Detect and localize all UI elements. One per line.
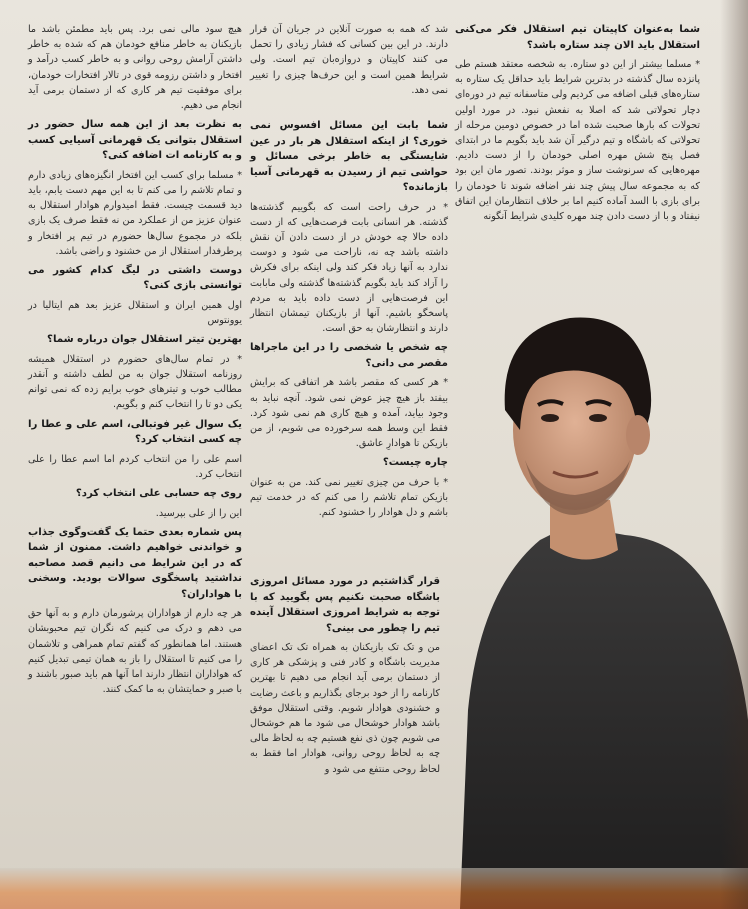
interview-answer: * در حرف راحت است که بگوییم گذشته‌ها گذشته. هر انسانی بابت فرصت‌هایی که از دست داده حالا چه خودش در از دست دادن آن نقش داشته باشد چه نه، ناراحت می شود و دوست ندارد به آنها زیاد فکر کند ولی اینکه برای فکرش را آزاد کند باید بگویم گذشته‌ها گذشته ولی مابابت این فرصت‌هایی از دست داده باید به مردم پاسخگو باشیم. آنها از بازیکنان تیمشان انتظار دارند و انتظارشان به حق است. <box>250 201 448 335</box>
interview-answer: هر چه دارم از هواداران پرشورمان دارم و به آنها حق می دهم و درک می کنیم که نگران تیم محبوبشان هستند. اما همانطور که گفتم تمام همراهی و تلاشمان را می کنیم تا استقلال را باز به همان تیمی تبدیل کنیم که هواداران انتظار دارند اما آنها هم باید صبور باشند و با صبر و حمایتشان به ما کمک کنند. <box>28 608 242 696</box>
interview-answer: شد که همه به صورت آنلاین در جریان آن قرار دارند. در این بین کسانی که فشار زیادی را تحمل می کنند کاپیتان و دروازه‌بان تیم است. ولی شرایط همین است و این حرف‌ها چیزی را تغییر نمی دهد. <box>250 24 448 96</box>
interview-question: دوست داشتی در لیگ کدام کشور می توانستی بازی کنی؟ <box>28 264 242 292</box>
interview-answer: من و تک تک بازیکنان به همراه تک تک اعضای مدیریت باشگاه و کادر فنی و پزشکی هر کاری از دستمان برمی آید انجام می دهیم تا بهترین کارنامه را از خود برجای بگذاریم و باعث رضایت و خشنودی هوادار شویم. وقتی استقلال موفق باشد هوادار خوشحال می شود ما هم خوشحال می شویم چون ذی نفع هستیم چه به لحاظ مالی چه به لحاظ روحی روانی، هوادار اما فقط به لحاظ روحی منتفع می شود و <box>250 642 440 775</box>
article-column-left <box>28 22 242 701</box>
interview-answer: اسم علی را من انتخاب کردم اما اسم عطا را علی انتخاب کرد. <box>28 453 242 480</box>
interview-answer: * مسلما بیشتر از این دو ستاره. به شخصه معتقد هستم طی پانزده سال گذشته در بدترین شرایط باید حداقل یک ستاره به ستاره‌های قبلی اضافه می کردیم ولی متاسفانه تیم در دوره‌ای دچار تحولاتی شد که اصلا به نفعش نبود. در مورد اولین تحولات که بارها صحبت شده اما در خصوص دومین مرحله از تحولاتی که باشگاه و تیم درگیر آن شد باید بگویم ما در ابتدای فصل پنج شش مهره اصلی خودمان را از دست دادیم. مهره‌هایی که سرنوشت ساز و موثر بودند. تصور مان این بود که به مجموعه سال پیش چند نفر اضافه شوند تا خودمان را برای بازی با السد آماده کنیم اما بر خلاف انتظارمان این اتفاق نیفتاد و با از دست دادن چند مهره کلیدی شرایط آنگونه <box>455 59 700 223</box>
interview-question: بهترین تیتر استقلال جوان درباره شما؟ <box>47 334 242 346</box>
article-column-middle <box>250 118 448 524</box>
interview-question: روی چه حسابی علی انتخاب کرد؟ <box>75 488 242 500</box>
article-column-middle-lower <box>250 574 440 781</box>
interview-question: یک سوال غیر فوتبالی، اسم علی و عطا را چه کسی انتخاب کرد؟ <box>28 418 242 446</box>
interview-answer: * با حرف من چیزی تغییر نمی کند. من به عنوان بازیکن تمام تلاشم را می کنم که در خدمت تیم باشم و دل هوادار را خشنود کنم. <box>250 476 448 519</box>
interview-question: شما بابت این مسائل افسوس نمی خوری؟ از اینکه استقلال هر بار در عین شایستگی به خاطر برخی مسائل و حواشی تیم از رسیدن به قهرمانی آسیا بازمانده؟ <box>250 120 448 193</box>
interview-question: پس شماره بعدی حتما یک گفت‌وگوی جذاب و خواندنی خواهیم داشت. ممنون از شما که در این شرایط می دانیم قصد مصاحبه نداشتید پاسخگوی سوالات بودید. وسخنی با هواداران؟ <box>28 526 242 600</box>
interview-question: چاره چیست؟ <box>382 457 448 469</box>
player-portrait-photo <box>450 290 748 909</box>
interview-question: به نظرت بعد از این همه سال حضور در استقلال بتوانی یک قهرمانی آسیایی کسب و به کارنامه ات اضافه کنی؟ <box>28 119 242 162</box>
sweater-shape <box>460 525 748 909</box>
interview-answer: هیچ سود مالی نمی برد. پس باید مطمئن باشد ما بازیکنان به خاطر منافع خودمان هم که شده به خاطر داشتن آرامش روحی روانی و به خاطر کسب درآمد و افتخار و داشتن رزومه قوی در تالار افتخارات خودمان، برای موفقیت تیم هر کاری که از دستمان برمی آید انجام می دهیم. <box>28 24 242 112</box>
interview-question: چه شخص یا شخصی را در این ماجراها مقصر می دانی؟ <box>250 342 448 369</box>
article-column-right <box>455 22 700 228</box>
interview-question: شما به‌عنوان کاپیتان تیم استقلال فکر می‌کنی استقلال باید الان چند ستاره باشد؟ <box>455 24 700 51</box>
article-column-middle-top <box>250 22 448 102</box>
interview-answer: * در تمام سال‌های حضورم در استقلال همیشه روزنامه استقلال جوان به من لطف داشته و آنقدر مطالب خوب و تیترهای خوب برایم زده که نمی توانم یکی دو تا را انتخاب کنم و بگویم. <box>28 353 242 411</box>
interview-answer: * مسلما برای کسب این افتخار انگیزه‌های زیادی دارم و تمام تلاشم را می کنم تا به این مهم دست یابم، باید دید قسمت چیست. فقط امیدوارم هوادار استقلال به عنوان عزیز من از عملکرد من نه فقط صرف یک بازی بلکه در مجموع سال‌ها حضورم در تیم پر افتخار و پرطرفدار استقلال از من خشنود و راضی باشد. <box>28 169 242 257</box>
page-fold-shadow <box>720 0 748 909</box>
interview-answer: این را از علی بپرسید. <box>155 507 242 519</box>
interview-answer: اول همین ایران و استقلال عزیز بعد هم ایتالیا در یوونتوس <box>28 299 242 327</box>
bottom-color-strip <box>0 868 748 909</box>
interview-answer: * هر کسی که مقصر باشد هر اتفاقی که برایش بیفتد باز هیچ چیز عوض نمی شود. آنچه نباید به وجود بیاید، آمده و هیچ کاری هم نمی شود کرد. فقط این وسط همه سرخورده می شویم، از من بازیکن تا هوادارِ عاشق. <box>250 377 448 450</box>
interview-question: قرار گذاشتیم در مورد مسائل امروزی باشگاه صحبت نکنیم پس بگویید که با توجه به شرایط امروزی استقلال آینده تیم را چطور می بینی؟ <box>250 576 440 634</box>
